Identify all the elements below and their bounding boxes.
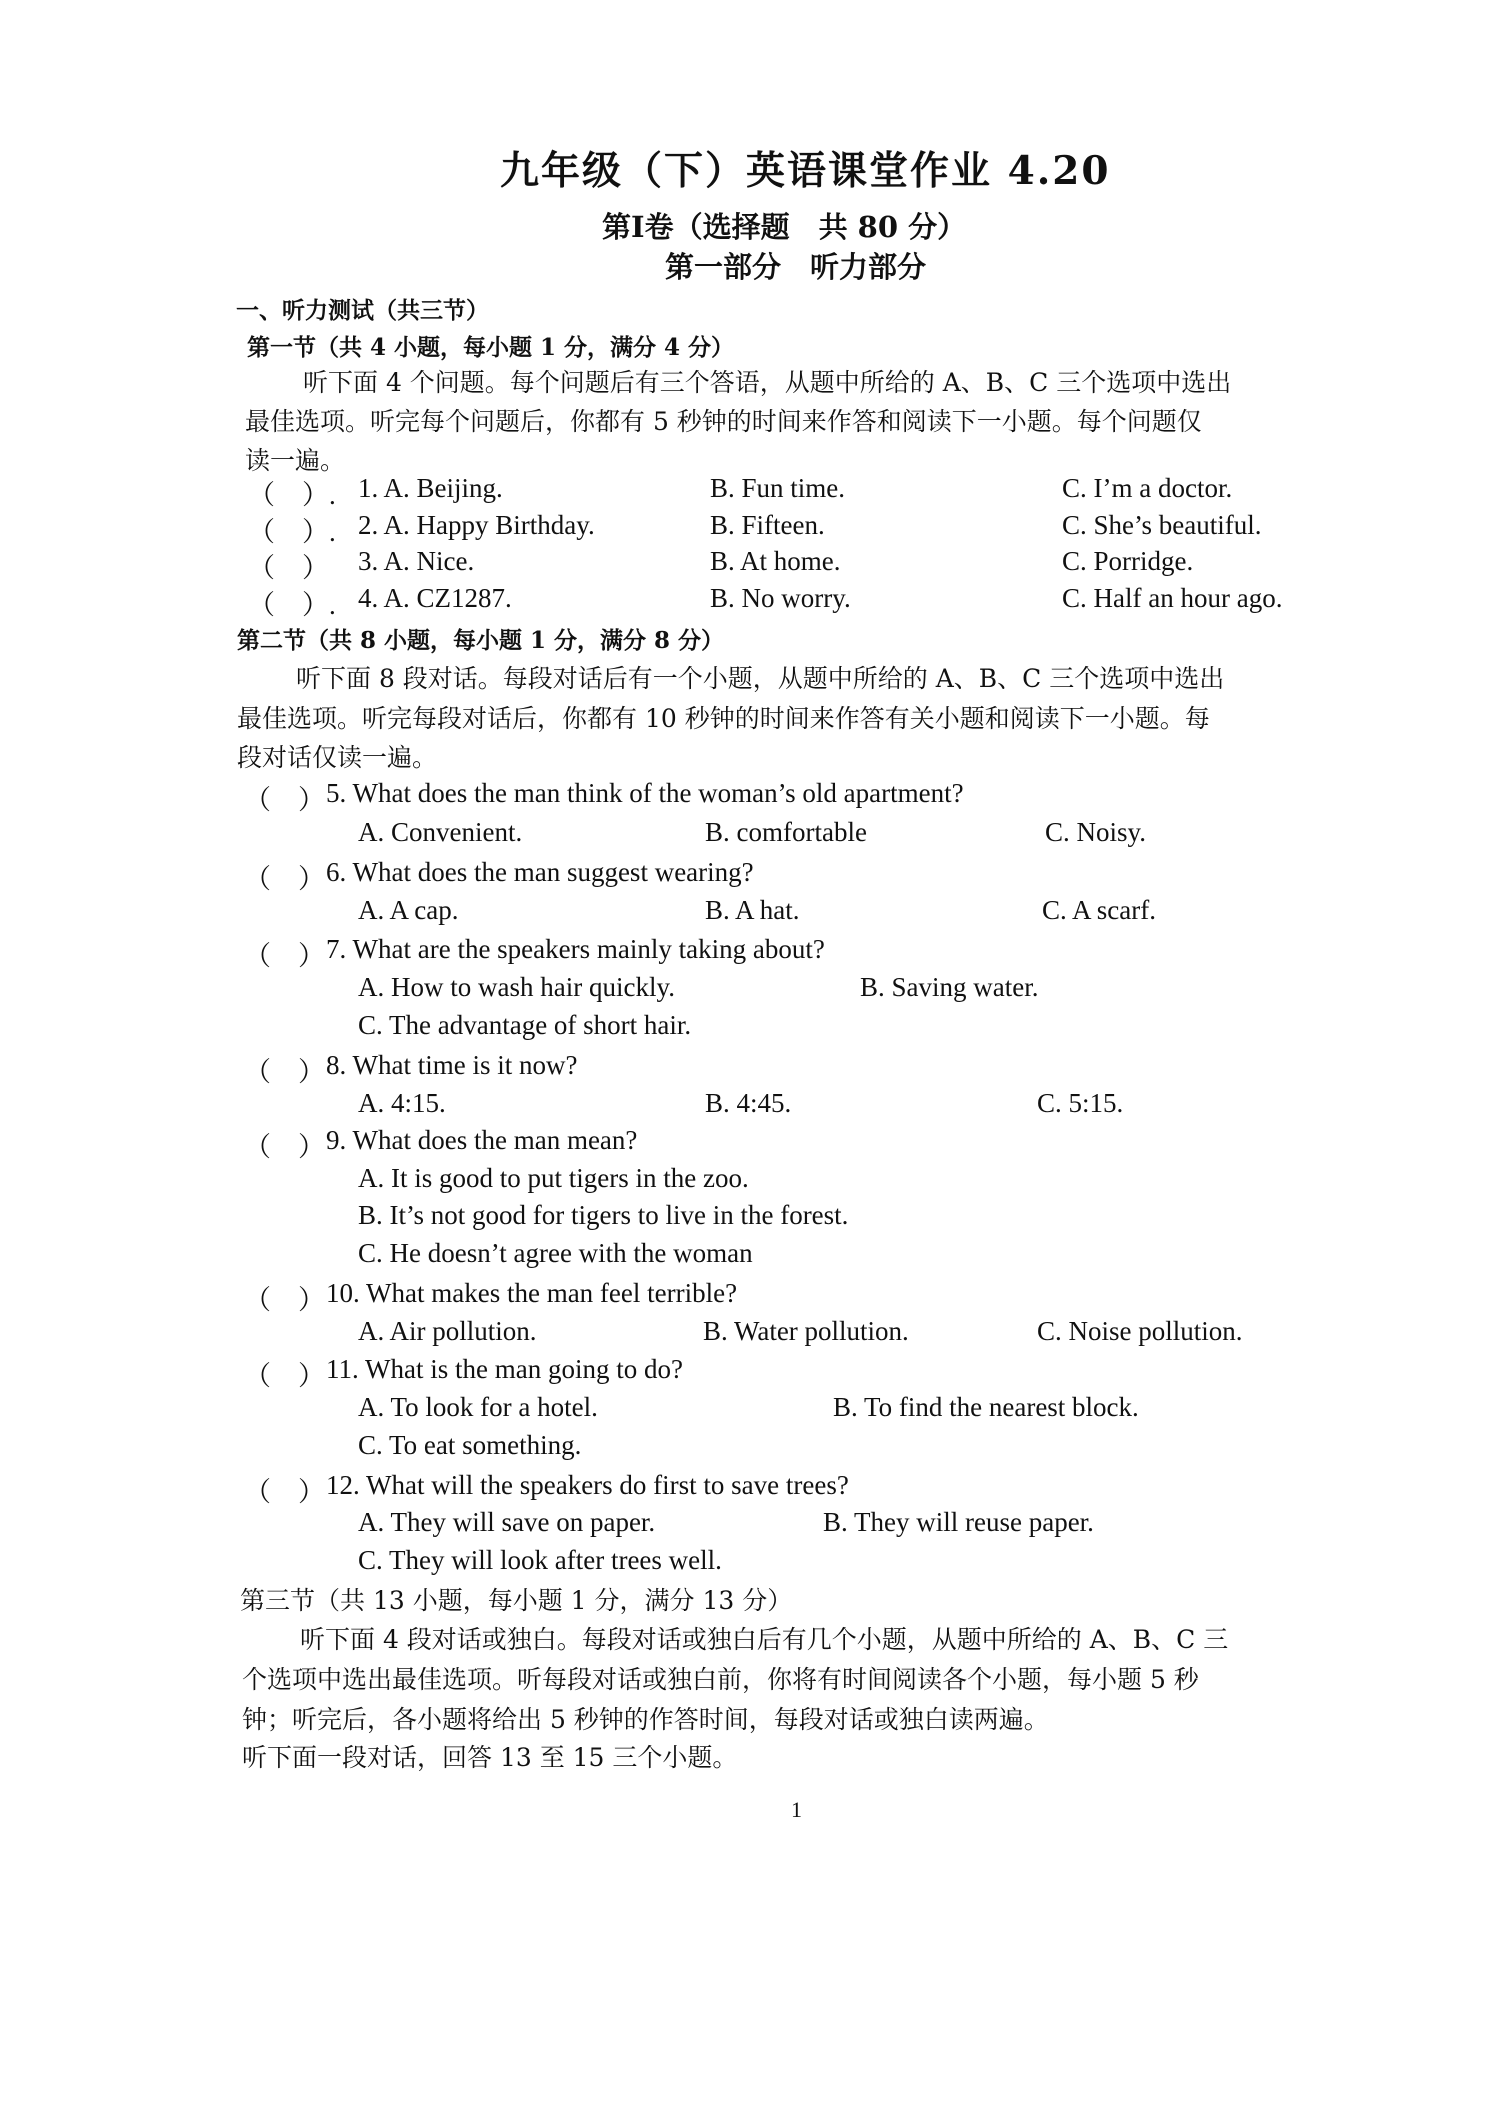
option-a: 4. A. CZ1287. xyxy=(358,583,512,613)
section2-instruction-line: 最佳选项。听完每段对话后，你都有 10 秒钟的时间来作答有关小题和阅读下一小题。每 xyxy=(237,704,1210,733)
option-b: B. To find the nearest block. xyxy=(833,1392,1139,1422)
section2-instruction-line: 听下面 8 段对话。每段对话后有一个小题，从题中所给的 A、B、C 三个选项中选出 xyxy=(296,664,1225,693)
option-b: B. Water pollution. xyxy=(703,1316,909,1346)
option-a: A. They will save on paper. xyxy=(358,1507,656,1537)
page-number: 1 xyxy=(791,1797,802,1822)
option-a: 2. A. Happy Birthday. xyxy=(358,510,595,540)
question-stem: 11. What is the man going to do? xyxy=(326,1354,683,1384)
option-c: C. A scarf. xyxy=(1042,895,1156,925)
answer-blank: （ ） xyxy=(244,1132,325,1162)
section1-instruction-line: 读一遍。 xyxy=(245,446,346,475)
option-b: B. Saving water. xyxy=(860,972,1039,1002)
option-b: B. They will reuse paper. xyxy=(823,1507,1094,1537)
option-c: C. Noisy. xyxy=(1045,817,1147,847)
answer-blank: （ ） xyxy=(244,1057,325,1087)
option-a: A. To look for a hotel. xyxy=(358,1392,598,1422)
option-c: C. Porridge. xyxy=(1062,546,1194,576)
volume-heading: 第Ⅰ卷（选择题 共 80 分） xyxy=(602,210,967,244)
option-a: A. Convenient. xyxy=(358,817,523,847)
section3-instruction-line: 钟；听完后，各小题将给出 5 秒钟的作答时间，每段对话或独白读两遍。 xyxy=(242,1705,1049,1734)
option-b: B. 4:45. xyxy=(705,1088,792,1118)
listening-heading: 一、听力测试（共三节） xyxy=(236,297,489,324)
answer-blank: （ ） xyxy=(244,785,325,815)
section2-heading: 第二节（共 8 小题，每小题 1 分，满分 8 分） xyxy=(237,627,725,654)
option-a: 1. A. Beijing. xyxy=(358,473,503,503)
option-a: A. Air pollution. xyxy=(358,1316,537,1346)
answer-blank: （ ） xyxy=(244,1477,325,1507)
option-c: C. Noise pollution. xyxy=(1037,1316,1243,1346)
question-stem: 6. What does the man suggest wearing? xyxy=(326,857,754,887)
question-stem: 10. What makes the man feel terrible? xyxy=(326,1278,738,1308)
question-stem: 5. What does the man think of the woman’s old apartment? xyxy=(326,778,964,808)
question-stem: 12. What will the speakers do first to save trees? xyxy=(326,1470,849,1500)
option-c: C. 5:15. xyxy=(1037,1088,1124,1118)
answer-blank: （ ）. xyxy=(248,517,336,547)
section3-instruction-line: 听下面 4 段对话或独白。每段对话或独白后有几个小题，从题中所给的 A、B、C 三 xyxy=(300,1625,1229,1654)
question-stem: 8. What time is it now? xyxy=(326,1050,578,1080)
option-c: C. I’m a doctor. xyxy=(1062,473,1233,503)
section3-lead: 听下面一段对话，回答 13 至 15 三个小题。 xyxy=(242,1743,738,1772)
option-a: A. A cap. xyxy=(358,895,459,925)
option-c: C. He doesn’t agree with the woman xyxy=(358,1238,753,1268)
option-c: C. The advantage of short hair. xyxy=(358,1010,692,1040)
answer-blank: （ ） xyxy=(244,864,325,894)
option-b: B. It’s not good for tigers to live in the forest. xyxy=(358,1200,849,1230)
section3-heading: 第三节（共 13 小题，每小题 1 分，满分 13 分） xyxy=(240,1586,793,1615)
option-c: C. She’s beautiful. xyxy=(1062,510,1262,540)
section3-instruction-line: 个选项中选出最佳选项。听每段对话或独白前，你将有时间阅读各个小题，每小题 5 秒 xyxy=(242,1665,1199,1694)
answer-blank: （ ） xyxy=(244,941,325,971)
option-a: 3. A. Nice. xyxy=(358,546,475,576)
question-stem: 9. What does the man mean? xyxy=(326,1125,638,1155)
option-b: B. Fun time. xyxy=(710,473,846,503)
part-heading: 第一部分 听力部分 xyxy=(665,250,927,284)
option-a: A. How to wash hair quickly. xyxy=(358,972,675,1002)
option-c: C. They will look after trees well. xyxy=(358,1545,722,1575)
option-c: C. To eat something. xyxy=(358,1430,582,1460)
section2-instruction-line: 段对话仅读一遍。 xyxy=(237,743,438,772)
question-stem: 7. What are the speakers mainly taking about? xyxy=(326,934,825,964)
section1-instruction-line: 听下面 4 个问题。每个问题后有三个答语，从题中所给的 A、B、C 三个选项中选出 xyxy=(303,368,1232,397)
option-a: A. It is good to put tigers in the zoo. xyxy=(358,1163,749,1193)
option-b: B. A hat. xyxy=(705,895,800,925)
option-b: B. Fifteen. xyxy=(710,510,825,540)
option-b: B. No worry. xyxy=(710,583,851,613)
answer-blank: （ ） xyxy=(244,1361,325,1391)
option-b: B. comfortable xyxy=(705,817,867,847)
option-a: A. 4:15. xyxy=(358,1088,446,1118)
answer-blank: （ ）. xyxy=(248,480,336,510)
option-c: C. Half an hour ago. xyxy=(1062,583,1283,613)
answer-blank: （ ） xyxy=(248,553,329,583)
option-b: B. At home. xyxy=(710,546,841,576)
section1-heading: 第一节（共 4 小题，每小题 1 分，满分 4 分） xyxy=(247,334,735,361)
section1-instruction-line: 最佳选项。听完每个问题后，你都有 5 秒钟的时间来作答和阅读下一小题。每个问题仅 xyxy=(245,407,1202,436)
answer-blank: （ ）. xyxy=(248,590,336,620)
document-title: 九年级（下）英语课堂作业 4.20 xyxy=(500,148,1111,194)
answer-blank: （ ） xyxy=(244,1285,325,1315)
